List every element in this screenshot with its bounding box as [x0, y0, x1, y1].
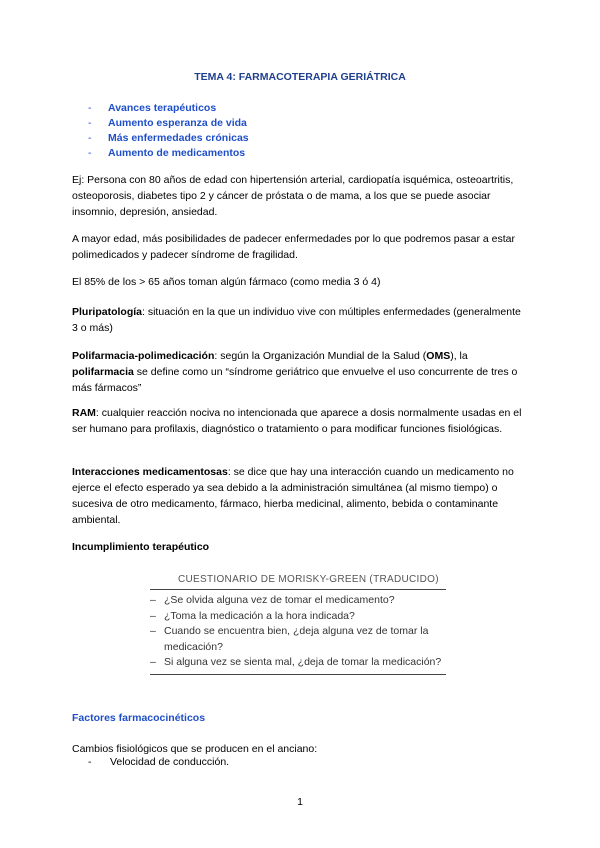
term-label: Interacciones medicamentosas — [72, 466, 228, 478]
term-label: RAM — [72, 407, 96, 419]
list-item: Velocidad de conducción. — [110, 756, 230, 768]
list-item: - Avances terapéuticos — [88, 102, 217, 114]
bullet-marker: - — [88, 102, 92, 114]
incumplimiento-heading: Incumplimiento terapéutico — [72, 541, 210, 553]
bullet-marker: - — [88, 132, 92, 144]
list-item: - Más enfermedades crónicas — [88, 132, 249, 144]
term-label: Pluripatología — [72, 306, 143, 318]
polifarmacia-paragraph: Polifarmacia-polimedicación: según la Organización Mundial de la Salud (OMS), la polifarmacia se define como un “síndrome geriátrico que envuelve el uso concurrente de tres o más fármacos” — [72, 350, 518, 394]
example-paragraph: Ej: Persona con 80 años de edad con hipertensión arterial, cardiopatía isquémica, osteoartritis, osteoporosis, diabetes tipo 2 y cáncer de próstata o de mama, a los que se puede asociar insomnio, depresión, ansiedad. — [72, 174, 514, 218]
list-item: - Aumento esperanza de vida — [88, 117, 247, 129]
interacciones-paragraph: Interacciones medicamentosas: se dice que hay una interacción cuando un medicamento no ejerce el efecto esperado ya sea debido a la administración simultánea (al mismo tiempo) o sucesiva de otro medicamento, fármaco, hierba medicinal, alimento, bebida o contaminante ambiental. — [72, 466, 514, 526]
bullet-marker: - — [88, 117, 92, 129]
ram-paragraph: RAM: cualquier reacción nociva no intencionada que aparece a dosis normalmente usadas en el ser humano para profilaxis, diagnóstico o tratamiento o para modificar funciones fisiológicas. — [72, 407, 522, 435]
morisky-green-questionnaire — [150, 573, 446, 675]
intro-bullet-list — [88, 101, 249, 161]
age-paragraph: A mayor edad, más posibilidades de padecer enfermedades por lo que podremos pasar a estar polimedicados y padecer síndrome de fragilidad. — [72, 233, 516, 261]
questionnaire-list — [150, 593, 446, 671]
statistic-paragraph: El 85% de los > 65 años toman algún fármaco (como media 3 ó 4) — [72, 276, 381, 288]
list-item: – ¿Toma la medicación a la hora indicada? — [150, 609, 355, 622]
term-label: Polifarmacia-polimedicación — [72, 350, 215, 362]
bullet-marker: - — [88, 756, 92, 768]
list-item: – Si alguna vez se sienta mal, ¿deja de tomar la medicación? — [150, 656, 442, 668]
pluripatologia-paragraph: Pluripatología: situación en la que un individuo vive con múltiples enfermedades (generalmente 3 o más) — [72, 306, 521, 334]
questionnaire-title: CUESTIONARIO DE MORISKY-GREEN (TRADUCIDO) — [178, 574, 439, 585]
page-title: TEMA 4: FARMACOTERAPIA GERIÁTRICA — [194, 71, 406, 83]
divider — [150, 674, 446, 675]
bullet-marker: - — [88, 147, 92, 159]
cambios-paragraph: Cambios fisiológicos que se producen en el anciano: — [72, 743, 318, 755]
list-item: – ¿Se olvida alguna vez de tomar el medicamento? — [150, 594, 395, 606]
list-item: – Cuando se encuentra bien, ¿deja alguna vez de tomar la medicación? — [150, 625, 429, 653]
cambios-list — [88, 756, 229, 768]
page-number: 1 — [297, 796, 303, 808]
list-item: - Aumento de medicamentos — [88, 147, 246, 159]
divider — [150, 589, 446, 590]
factores-heading: Factores farmacocinéticos — [72, 712, 206, 724]
